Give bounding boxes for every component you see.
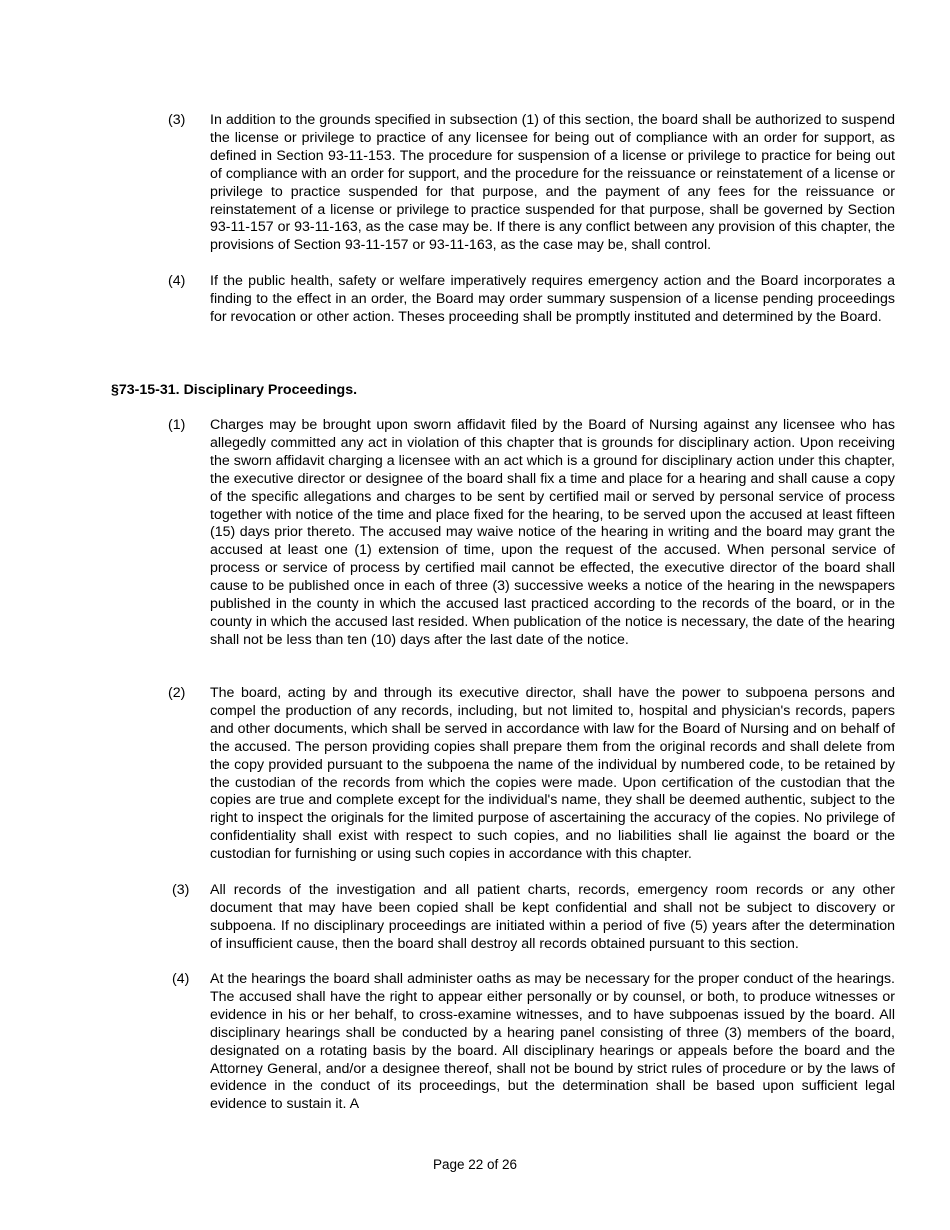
item-number: (3) (168, 112, 186, 128)
item-text: If the public health, safety or welfare imperatively requires emergency action and the Board incorporates a finding to the effect in an order, the Board may order summary suspension of a license pending proceedings for revocation or other action. Theses proceeding shall be promptly instituted and determined by the Board. (210, 273, 895, 325)
item-text: In addition to the grounds specified in subsection (1) of this section, the board shall be authorized to suspend the license or privilege to practice of any licensee for being out of compliance with an order for support, as defined in Section 93-11-153. The procedure for suspension of a license or privilege to practice for being out of compliance with an order for support, and the procedure for the reissuance or reinstatement of a license or privilege to practice suspended for that purpose, and the payment of any fees for the reissuance or reinstatement of a license or privilege to practice suspended for that purpose, shall be governed by Section 93-11-157 or 93-11-163, as the case may be. If there is any conflict between any provision of this chapter, the provisions of Section 93-11-157 or 93-11-163, as the case may be, shall control. (210, 112, 895, 254)
section-heading: §73-15-31. Disciplinary Proceedings. (111, 382, 358, 398)
item-number: (4) (172, 971, 190, 987)
proceedings-item-1-charges (168, 417, 895, 650)
item-number: (3) (172, 882, 190, 898)
proceedings-item-3-records (168, 882, 895, 954)
subsection-4-summary-suspension (168, 273, 895, 327)
item-text: The board, acting by and through its executive director, shall have the power to subpoena persons and compel the production of any records, including, but not limited to, hospital and physician's records, papers and other documents, which shall be served in accordance with law for the Board of Nursing and on behalf of the accused. The person providing copies shall prepare them from the original records and shall delete from the copy provided pursuant to the subpoena the name of the individual by numbered code, to be retained by the custodian of the records from which the copies were made. Upon certification of the custodian that the copies are true and complete except for the individual's name, they shall be deemed authentic, subject to the right to inspect the originals for the limited purpose of ascertaining the accuracy of the copies. No privilege of confidentiality shall exist with respect to such copies, and no liabilities shall lie against the board or the custodian for furnishing or using such copies in accordance with this chapter. (210, 685, 895, 863)
item-text: All records of the investigation and all patient charts, records, emergency room records or any other document that may have been copied shall be kept confidential and shall not be subject to discovery or subpoena. If no disciplinary proceedings are initiated within a period of five (5) years after the determination of insufficient cause, then the board shall destroy all records obtained pursuant to this section. (210, 882, 895, 952)
proceedings-item-2-subpoena (168, 685, 895, 864)
subsection-3-suspension-support (168, 112, 895, 255)
proceedings-item-4-hearings (168, 971, 895, 1114)
page-footer: Page 22 of 26 (432, 1157, 518, 1172)
item-text: At the hearings the board shall administer oaths as may be necessary for the proper conduct of the hearings. The accused shall have the right to appear either personally or by counsel, or both, to produce witnesses or evidence in his or her behalf, to cross-examine witnesses, and to have subpoenas issued by the board. All disciplinary hearings shall be conducted by a hearing panel consisting of three (3) members of the board, designated on a rotating basis by the board. All disciplinary hearings or appeals before the board and the Attorney General, and/or a designee thereof, shall not be bound by strict rules of procedure or by the laws of evidence in the conduct of its proceedings, but the determination shall be based upon sufficient legal evidence to sustain it. A (210, 971, 895, 1113)
item-number: (2) (168, 685, 186, 701)
item-number: (1) (168, 417, 186, 433)
item-text: Charges may be brought upon sworn affidavit filed by the Board of Nursing against any licensee who has allegedly committed any act in violation of this chapter that is grounds for disciplinary action. Upon receiving the sworn affidavit charging a licensee with an act which is a ground for disciplinary action under this chapter, the executive director or designee of the board shall fix a time and place for a hearing and shall cause a copy of the specific allegations and charges to be sent by certified mail or served by personal service of process together with notice of the time and place fixed for the hearing, to be served upon the accused at least fifteen (15) days prior thereto. The accused may waive notice of the hearing in writing and the board may grant the accused at least one (1) extension of time, upon the request of the accused. When personal service of process or service of process by certified mail cannot be effected, the executive director of the board shall cause to be published once in each of three (3) successive weeks a notice of the hearing in the newspapers published in the county in which the accused last practiced according to the records of the board, or in the county in which the accused last resided. When publication of the notice is necessary, the date of the hearing shall not be less than ten (10) days after the last date of the notice. (210, 417, 895, 648)
item-number: (4) (168, 273, 186, 289)
